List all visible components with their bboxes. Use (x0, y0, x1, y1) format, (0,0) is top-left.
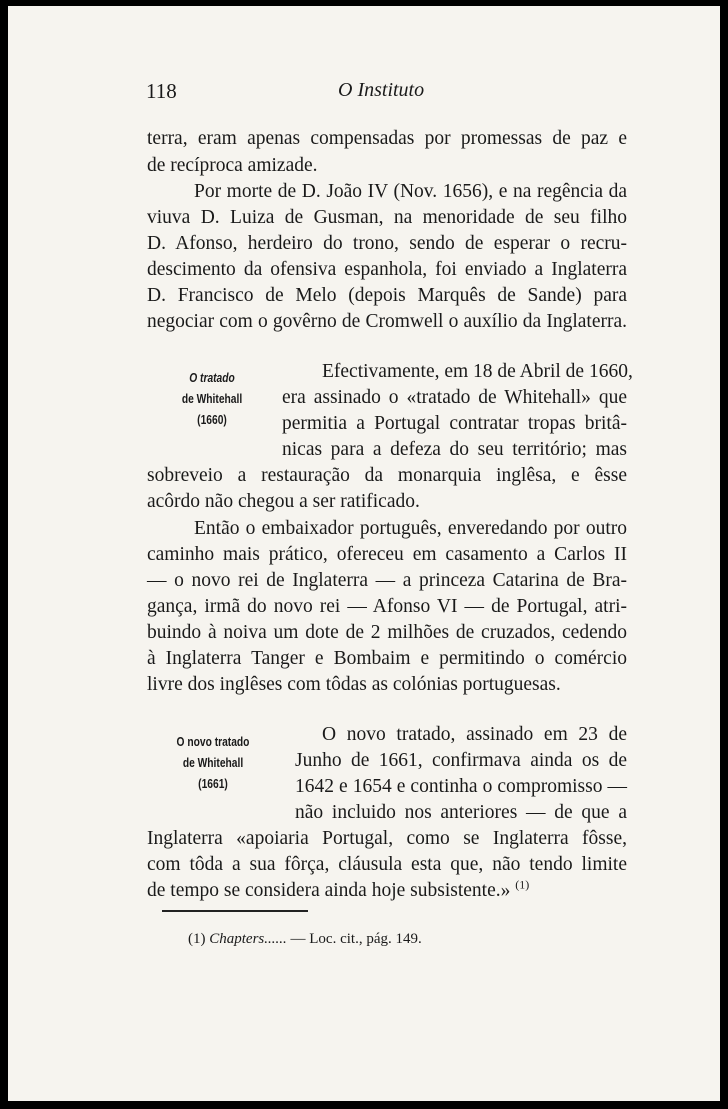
running-title: O Instituto (338, 79, 425, 101)
text-line: gança, irmã do novo rei — Afonso VI — de Portugal, atri- (147, 596, 627, 617)
text-line: permitia a Portugal contratar tropas britâ- (282, 413, 627, 434)
footnote-rule (162, 910, 308, 912)
text-line: era assinado o «tratado de Whitehall» que (282, 387, 627, 408)
footnote (188, 931, 422, 948)
text-line: nicas para a defeza do seu território; mas (282, 439, 627, 460)
text-line (147, 878, 627, 904)
page-number: 118 (146, 79, 177, 103)
marginal-note-line: (1661) (198, 777, 228, 791)
text-line: terra, eram apenas compensadas por promessas de paz e (147, 128, 627, 149)
footnote-reference: (1) (515, 877, 530, 892)
text-line: — o novo rei de Inglaterra — a princeza Catarina de Bra- (147, 570, 627, 591)
text-line: com tôda a sua fôrça, cláusula esta que, não tendo limite (147, 854, 627, 875)
text-line: Por morte de D. João IV (Nov. 1656), e na regência da (194, 181, 627, 202)
text-line: D. Francisco de Melo (depois Marquês de Sande) para (147, 285, 627, 306)
marginal-note-line: (1660) (197, 413, 227, 427)
text-line: à Inglaterra Tanger e Bombaim e permitindo o comércio (147, 648, 627, 669)
text-line: O novo tratado, assinado em 23 de (322, 724, 627, 745)
page-header (8, 79, 720, 109)
marginal-note-line: de Whitehall (181, 392, 243, 406)
text-line-content: de tempo se considera ainda hoje subsistente.» (147, 880, 511, 901)
text-line: acôrdo não chegou a ser ratificado. (147, 491, 420, 512)
text-line: buindo à noiva um dote de 2 milhões de cruzados, cedendo (147, 622, 627, 643)
text-line: 1642 e 1654 e continha o compromisso — (295, 776, 627, 797)
text-line: não incluido nos anteriores — de que a (295, 802, 627, 823)
text-line: negociar com o govêrno de Cromwell o auxílio da Inglaterra. (147, 311, 627, 332)
marginal-note-line: O tratado (189, 371, 235, 385)
footnote-title: Chapters...... (209, 931, 287, 947)
text-line: sobreveio a restauração da monarquia inglêsa, e êsse (147, 465, 627, 486)
text-line: viuva D. Luiza de Gusman, na menoridade de seu filho (147, 207, 627, 228)
text-line: descimento da ofensiva espanhola, foi enviado a Inglaterra (147, 259, 627, 280)
text-line: D. Afonso, herdeiro do trono, sendo de esperar o recru- (147, 233, 627, 254)
text-line: Efectivamente, em 18 de Abril de 1660, (322, 361, 633, 382)
text-line: Inglaterra «apoiaria Portugal, como se Inglaterra fôsse, (147, 828, 627, 849)
text-line: Então o embaixador português, enveredando por outro (194, 518, 627, 539)
footnote-marker: (1) (188, 931, 206, 947)
document-page (8, 6, 720, 1101)
marginal-note-line: O novo tratado (176, 735, 250, 749)
footnote-text: — Loc. cit., pág. 149. (290, 931, 422, 947)
text-line: Junho de 1661, confirmava ainda os de (295, 750, 627, 771)
text-line: de recíproca amizade. (147, 155, 318, 176)
text-line: livre dos inglêses com tôdas as colónias portuguesas. (147, 674, 561, 695)
text-line: caminho mais prático, ofereceu em casamento a Carlos II (147, 544, 627, 565)
marginal-note (164, 732, 262, 795)
marginal-note (163, 368, 261, 431)
marginal-note-line: de Whitehall (182, 756, 244, 770)
